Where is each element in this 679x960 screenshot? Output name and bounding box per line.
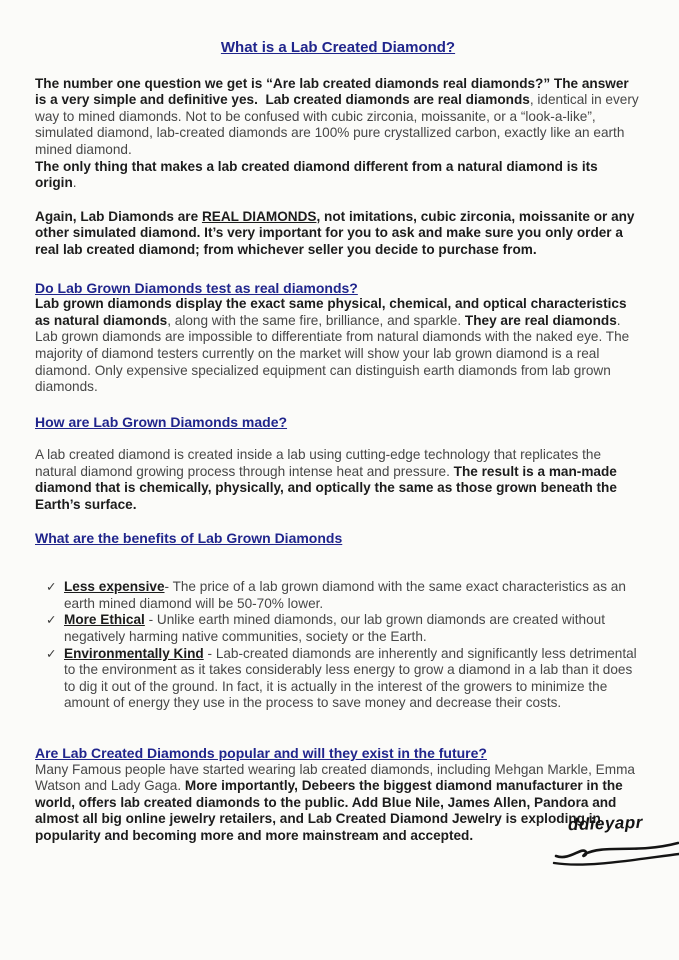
text-run: Less expensive [64, 579, 165, 595]
text-run: REAL DIAMONDS [201, 208, 317, 224]
handwriting-text: ddieyapr [567, 812, 644, 835]
paragraph [35, 209, 641, 259]
text-run: Again, Lab Diamonds are [35, 208, 202, 224]
section-heading-link[interactable]: Do Lab Grown Diamonds test as real diamonds? [35, 279, 358, 296]
checkmark-icon: ✓ [46, 613, 57, 628]
text-run: , identical in every way to mined diamonds. Not to be confused with cubic zirconia, moissanite, or a “look-a-like”, simulated diamond, lab-created diamonds are 100% pure crystallized carbon, exactly like an earth mined diamond. [35, 92, 639, 157]
paragraph [35, 447, 641, 513]
list-item [35, 579, 641, 612]
paragraph [35, 296, 641, 396]
text-run: The number one question we get is “Are lab created diamonds real diamonds?” The answer is a very simple and definitive yes. Lab created diamonds are real diamonds [35, 75, 629, 108]
text-run: The only thing that makes a lab created diamond different from a natural diamond is its origin [35, 158, 598, 191]
paragraph [35, 76, 641, 192]
section-heading-link[interactable]: How are Lab Grown Diamonds made? [35, 413, 288, 430]
section-heading-link[interactable]: Are Lab Created Diamonds popular and will they exist in the future? [35, 745, 487, 761]
text-run: - Lab-created diamonds are inherently and significantly less detrimental to the environment as it takes considerably less energy to grow a diamond in a lab than it does to dig it out of the ground. In fact, it is actually in the interest of the growers to minimize the amount of energy they use in the process to save money and decrease their costs. [64, 645, 637, 711]
text-run: Many Famous people have started wearing lab created diamonds, including Mehgan Markle, Emma Watson and Lady Gaga. [35, 761, 635, 794]
document-body [35, 75, 644, 845]
text-run: - The price of a lab grown diamond with the same exact characteristics as an earth mined diamond will be 50-70% lower. [64, 579, 626, 611]
paragraph [35, 761, 644, 845]
list-item [35, 612, 641, 645]
text-run: Environmentally Kind [64, 645, 204, 661]
text-run: , not imitations, cubic zirconia, moissanite or any other simulated diamond. It’s very important for you to ask and make sure you only order a real lab created diamond; from whichever seller you decide to purchase from. [35, 208, 635, 257]
checkmark-icon: ✓ [46, 646, 57, 661]
text-run: More importantly, Debeers the biggest diamond manufacturer in the world, offers lab created diamonds to the public. Add Blue Nile, James Allen, Pandora and almost all big online jewelry retailers, and Lab Created Diamond Jewelry is exploding in popularity and becoming more and more mainstream and accepted. [35, 778, 623, 843]
text-run: , along with the same fire, brilliance, and sparkle. [167, 312, 465, 328]
checkmark-icon: ✓ [46, 580, 57, 595]
document-title-link[interactable]: What is a Lab Created Diamond? [220, 39, 456, 56]
text-run: . Lab grown diamonds are impossible to differentiate from natural diamonds with the naked eye. The majority of diamond testers currently on the market will show your lab grown diamond is a real diamond. Only expensive specialized equipment can distinguish earth diamonds from lab grown diamonds. [35, 312, 630, 395]
text-run: A lab created diamond is created inside a lab using cutting-edge technology that replicates the natural diamond growing process through intense heat and pressure. [35, 447, 602, 479]
text-run: Lab grown diamonds display the exact same physical, chemical, and optical characteristics as natural diamonds [35, 296, 627, 328]
text-run: They are real diamonds [464, 312, 617, 328]
list-item [35, 646, 641, 712]
text-run: . [72, 175, 77, 191]
text-run: - Unlike earth mined diamonds, our lab grown diamonds are created without negatively harming native communities, society or the Earth. [64, 612, 605, 645]
text-run: More Ethical [64, 612, 145, 628]
section-heading-link[interactable]: What are the benefits of Lab Grown Diamonds [35, 529, 343, 546]
text-run: The result is a man-made diamond that is chemically, physically, and optically the same as those grown beneath the Earth’s surface. [35, 463, 617, 513]
benefits-list [35, 579, 641, 712]
